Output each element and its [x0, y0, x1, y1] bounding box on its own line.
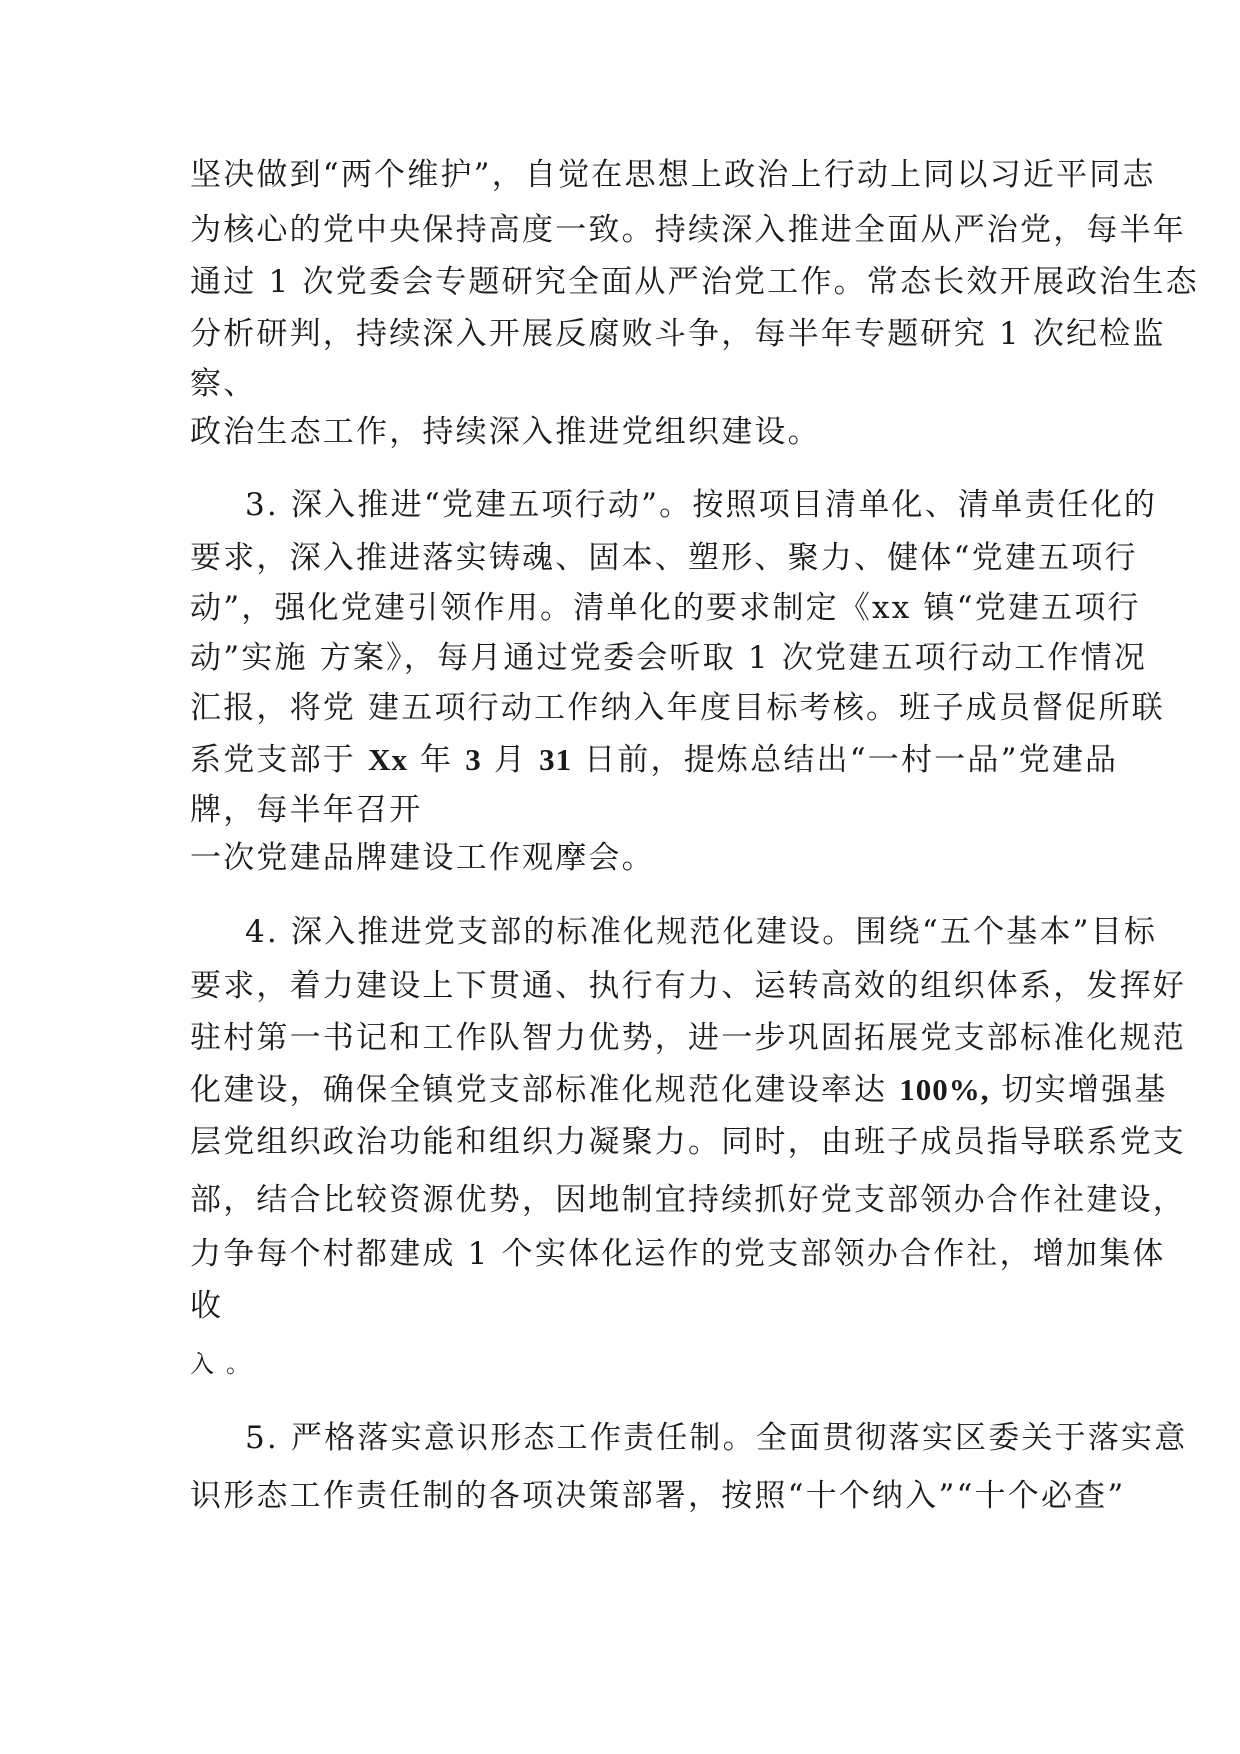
paragraph-line: 层党组织政治功能和组织力凝聚力。同时，由班子成员指导联系党支 [190, 1124, 1186, 1160]
paragraph-line: 牌，每半年召开 [190, 792, 423, 828]
year-value: Xx [368, 742, 408, 777]
paragraph-line: 为核心的党中央保持高度一致。持续深入推进全面从严治党，每半年 [190, 212, 1186, 248]
paragraph-line-with-date [190, 740, 1118, 780]
paragraph-line: 一次党建品牌建设工作观摩会。 [190, 840, 655, 876]
section-heading-line: 3. 深入推进“党建五项行动”。按照项目清单化、清单责任化的 [245, 487, 1158, 523]
date-prefix-text: 系党支部于 [190, 742, 369, 778]
rate-suffix-text: 切实增强基 [989, 1072, 1168, 1108]
rate-prefix-text: 化建设，确保全镇党支部标准化规范化建设率达 [190, 1072, 900, 1108]
paragraph-line: 部，结合比较资源优势，因地制宜持续抓好党支部领办合作社建设， [190, 1182, 1186, 1218]
section-heading-line: 5. 严格落实意识形态工作责任制。全面贯彻落实区委关于落实意 [245, 1420, 1188, 1456]
paragraph-line: 动”，强化党建引领作用。清单化的要求制定《xx 镇“党建五项行 [190, 590, 1141, 626]
paragraph-line: 动”实施 方案》，每月通过党委会听取 1 次党建五项行动工作情况 [190, 640, 1148, 676]
paragraph-line: 通过 1 次党委会专题研究全面从严治党工作。常态长效开展政治生态 [190, 264, 1199, 300]
paragraph-line: 入 。 [190, 1350, 253, 1378]
date-text: 年 [407, 742, 466, 778]
paragraph-line: 政治生态工作，持续深入推进党组织建设。 [190, 414, 821, 450]
paragraph-line: 识形态工作责任制的各项决策部署，按照“十个纳入”“十个必查” [190, 1478, 1126, 1514]
date-text: 月 [481, 742, 540, 778]
paragraph-line-with-percent [190, 1070, 1168, 1110]
paragraph-line: 要求，着力建设上下贯通、执行有力、运转高效的组织体系，发挥好 [190, 968, 1186, 1004]
rate-value: 100%, [899, 1072, 990, 1107]
paragraph-line: 力争每个村都建成 1 个实体化运作的党支部领办合作社，增加集体 [190, 1236, 1166, 1272]
section-heading-line: 4. 深入推进党支部的标准化规范化建设。围绕“五个基本”目标 [245, 914, 1158, 950]
day-value: 31 [539, 742, 573, 777]
paragraph-line: 驻村第一书记和工作队智力优势，进一步巩固拓展党支部标准化规范 [190, 1020, 1186, 1056]
paragraph-line: 汇报，将党 建五项行动工作纳入年度目标考核。班子成员督促所联 [190, 690, 1165, 726]
paragraph-line: 收 [190, 1288, 224, 1324]
month-value: 3 [465, 742, 482, 777]
date-suffix-text: 日前，提炼总结出“一村一品”党建品 [572, 742, 1119, 778]
paragraph-line: 察、 [190, 366, 257, 402]
paragraph-line: 分析研判，持续深入开展反腐败斗争，每半年专题研究 1 次纪检监 [190, 316, 1166, 352]
paragraph-line: 要求，深入推进落实铸魂、固本、塑形、聚力、健体“党建五项行 [190, 540, 1138, 576]
paragraph-line: 坚决做到“两个维护”，自觉在思想上政治上行动上同以习近平同志 [190, 157, 1156, 193]
